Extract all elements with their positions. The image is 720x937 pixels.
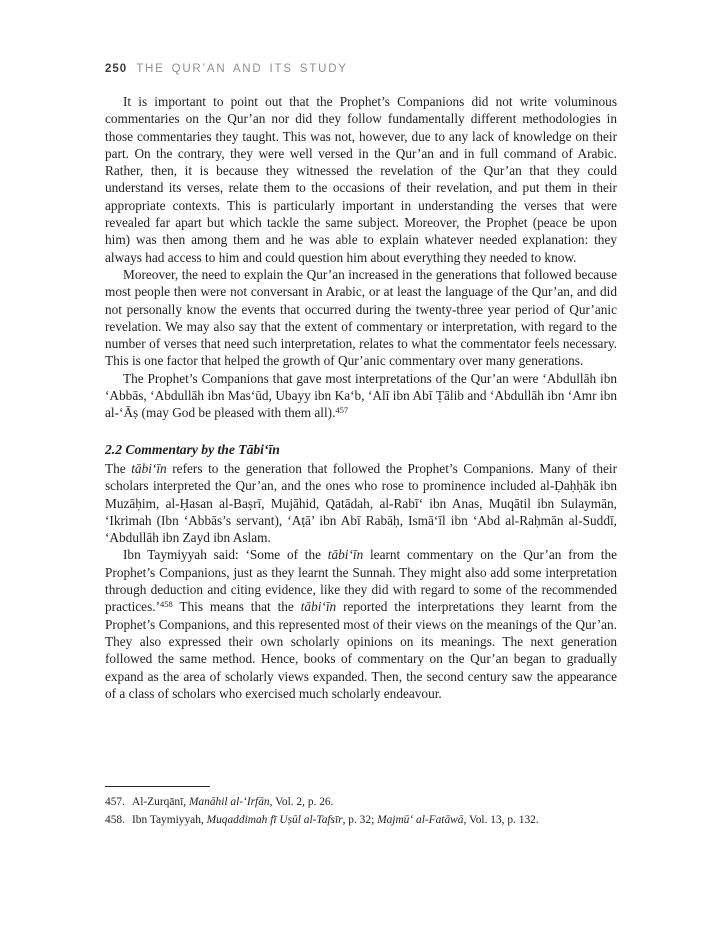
text-run: Al-Zurqānī, xyxy=(132,796,189,808)
running-title: THE QUR’AN AND ITS STUDY xyxy=(136,63,348,75)
text-run: It is important to point out that the Prophet’s Companions did not write voluminous commentaries on the Qur’an nor did they follow fundamentally different methodologies in those commentaries they taught. This was not, however, due to any lack of knowledge on their part. On the contrary, they were well versed in the Qur’an and in full command of Arabic. Rather, then, it is because they witnessed the revelation of the Qur’an that they could understand its verses, relate them to the occasions of their revelation, and put them in their appropriate contexts. This is particularly important in understanding the verses that were revealed far apart but which tackle the same subject. Moreover, the Prophet (peace be upon him) was then among them and he was able to explain whatever needed explanation: they always had access to him and could question him about everything they needed to know. xyxy=(105,94,617,265)
footnote-text xyxy=(132,814,539,826)
section-heading: 2.2 Commentary by the Tābi‘īn xyxy=(105,441,280,457)
footnote xyxy=(105,812,617,830)
text-run: tābi‘īn xyxy=(131,460,167,476)
footnotes-section xyxy=(105,786,617,829)
text-run: learnt commentary on the Qur’an from the Prophet’s Companions, just as they learnt the Sunnah. They might also add some interpretation through deduction and citing evidence, like they did with regard to some of the recommended practices.’ xyxy=(105,547,617,615)
text-run: reported the interpretations they learnt from the Prophet’s Companions, and this represented most of their views on the meanings of the Qur’an. They also expressed their own scholarly opinions on its meanings. The next generation followed the same method. Hence, books of commentary on the Qur’an began to gradually expand as the area of scholarly views expanded. Then, the second century saw the appearance of a class of scholars who exercised much scholarly endeavour. xyxy=(105,599,617,701)
page-header xyxy=(105,63,617,76)
text-run: tābi‘īn xyxy=(300,599,337,615)
paragraph xyxy=(105,266,617,370)
text-run: refers to the generation that followed the Prophet’s Companions. Many of their scholars interpreted the Qur’an, and the ones who rose to prominence included al-Ḍaḥḥāk ibn Muzāḥim, al-Ḥasan al-Baṣrī, Mujāhid, Qatādah, al-Rabī‘ ibn Anas, Muqātil ibn Sulaymān, ‘Ikrimah (Ibn ‘Abbās’s servant), ‘Aṭā’ ibn Abī Rabāḥ, Ismā‘īl ibn ‘Abd al-Raḥmān al-Suddī, ‘Abdullāh ibn Zayd ibn Aslam. xyxy=(105,460,617,546)
paragraph xyxy=(105,546,617,702)
text-run: Muqaddimah fī Uṣūl al-Tafsīr xyxy=(206,813,343,826)
paragraph xyxy=(105,93,617,266)
text-run: This means that the xyxy=(172,599,301,615)
text-run: Manāhil al-‘Irfān xyxy=(188,796,270,808)
page-number: 250 xyxy=(105,63,128,75)
footnote xyxy=(105,794,617,812)
text-run: Majmū‘ al-Fatāwā xyxy=(377,813,464,826)
text-run: The Prophet’s Companions that gave most interpretations of the Qur’an were ‘Abdullāh ibn ‘Abbās, ‘Abdullāh ibn Mas‘ūd, Ubayy ibn Ka‘b, ‘Alī ibn Abī Ṭālib and ‘Abdullāh ibn ‘Amr ibn al-‘Āṣ (may God be pleased with them all). xyxy=(105,370,617,421)
text-run: The xyxy=(105,460,132,476)
text-run: tābi‘īn xyxy=(327,547,364,563)
footnote-text xyxy=(132,796,333,808)
paragraph xyxy=(105,460,617,546)
text-run: , Vol. 13, p. 132. xyxy=(463,813,539,826)
text-run: , p. 32; xyxy=(342,813,378,826)
text-run: Ibn Taymiyyah, xyxy=(132,813,207,826)
page-body xyxy=(105,93,617,702)
text-run: Moreover, the need to explain the Qur’an increased in the generations that followed because most people then were not conversant in Arabic, or at least the language of the Qur’an, and did not personally know the events that occurred during the twenty-three year period of Qur’anic revelation. We may also say that the extent of commentary or interpretation, with regard to the number of verses that need such interpretation, relates to what the commentator feels necessary. This is one factor that helped the growth of Qur’anic commentary over many generations. xyxy=(105,266,617,369)
footnote-number: 458. xyxy=(105,813,125,826)
text-run: , Vol. 2, p. 26. xyxy=(269,796,334,808)
footnote-reference: 457 xyxy=(335,404,349,415)
paragraph xyxy=(105,370,617,422)
footnote-reference: 458 xyxy=(160,598,173,609)
text-run: Ibn Taymiyyah said: ‘Some of the xyxy=(123,547,328,563)
footnote-separator xyxy=(105,786,210,787)
footnote-number: 457. xyxy=(105,796,125,808)
